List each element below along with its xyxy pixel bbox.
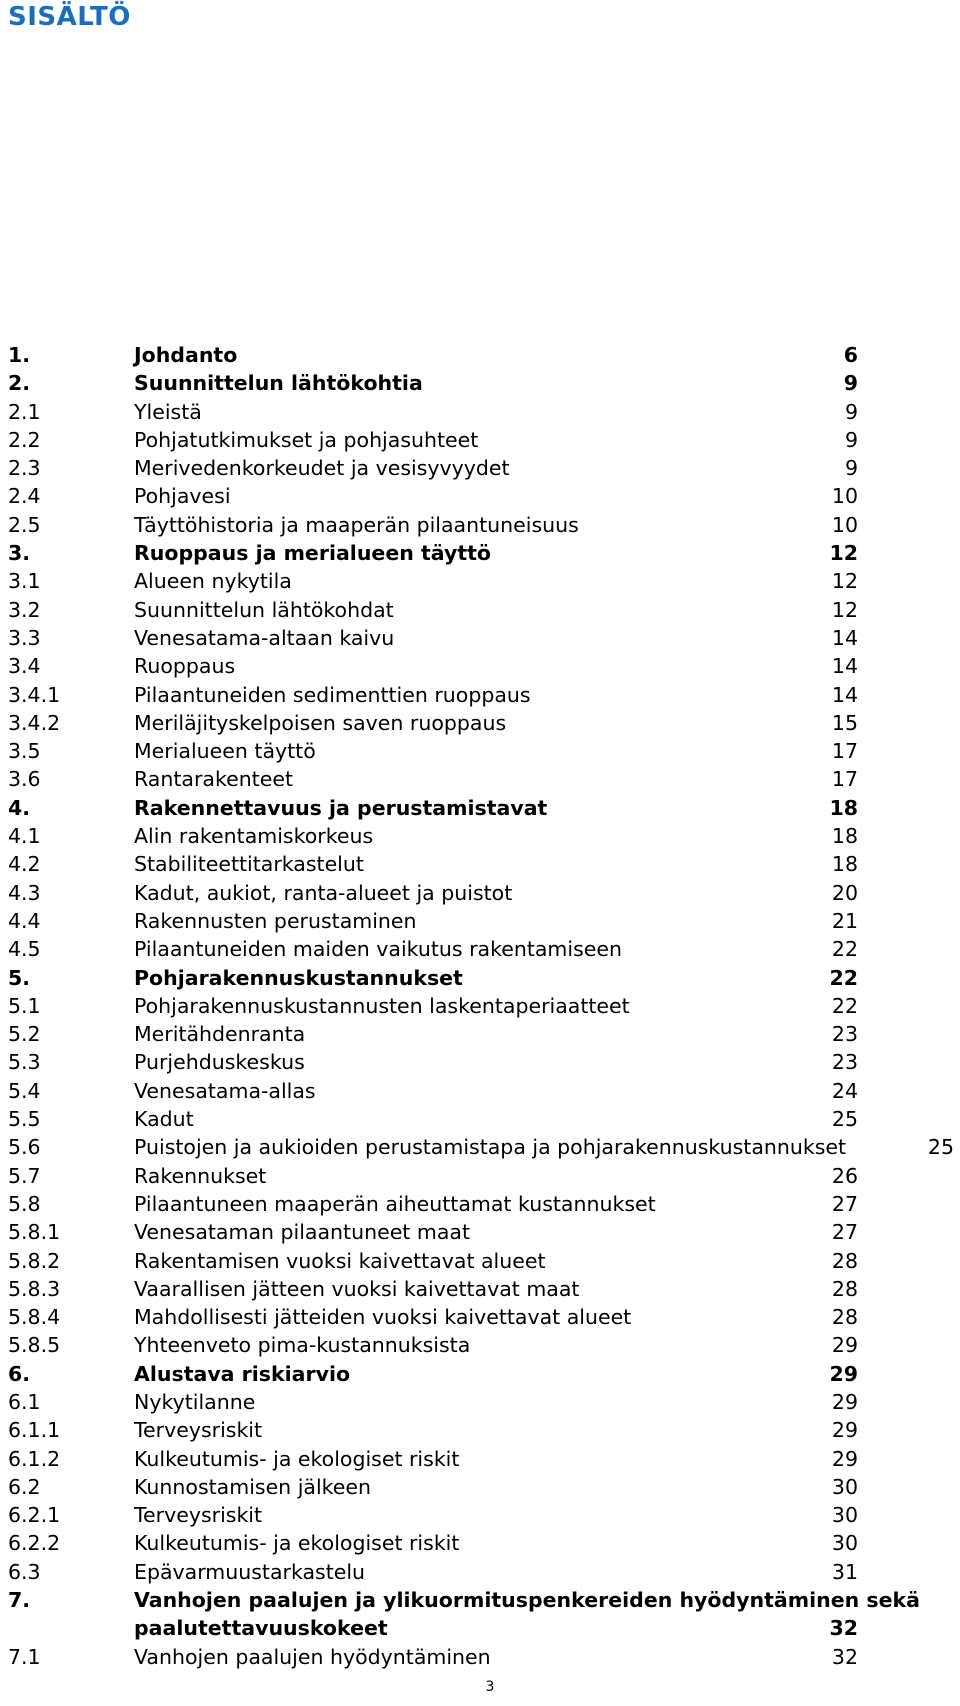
toc-entry-page: 18: [831, 852, 858, 877]
toc-entry-page: 20: [831, 880, 858, 905]
toc-entry-title: Vanhojen paalujen hyödyntäminen: [134, 1644, 491, 1669]
toc-entry-title: Pilaantuneiden maiden vaikutus rakentamiseen: [134, 937, 622, 962]
toc-entry-page: 29: [831, 1333, 858, 1358]
toc-entry-title: Rakennettavuus ja perustamistavat: [134, 795, 548, 820]
toc-entry-page: 30: [831, 1474, 858, 1499]
toc-entry-number: 4.: [8, 795, 31, 820]
toc-entry-title: Täyttöhistoria ja maaperän pilaantuneisuus: [134, 512, 579, 537]
toc-entry: [0, 1331, 960, 1359]
toc-entry-page: 15: [831, 710, 858, 735]
toc-entry-page: 31: [831, 1559, 858, 1584]
toc-entry-page: 32: [829, 1616, 858, 1641]
toc-entry-title: Venesatama-allas: [134, 1078, 316, 1103]
toc-entry-page: 23: [831, 1022, 858, 1047]
toc-entry-title: Terveysriskit: [134, 1503, 263, 1528]
toc-entry: [0, 992, 960, 1020]
toc-entry: [0, 398, 960, 426]
toc-entry: [0, 1247, 960, 1275]
toc-entry-page: 23: [831, 1050, 858, 1075]
toc-entry-page: 22: [831, 993, 858, 1018]
toc-entry-number: 7.: [8, 1588, 31, 1613]
toc-entry: [0, 1162, 960, 1190]
toc-entry-number: 6.2.1: [8, 1503, 61, 1528]
toc-entry-page: 18: [829, 795, 858, 820]
toc-entry-title: Stabiliteettitarkastelut: [134, 852, 364, 877]
toc-entry-number: 5.8.2: [8, 1248, 61, 1273]
page-number: 3: [485, 1679, 495, 1695]
toc-entry: [0, 1190, 960, 1218]
toc-entry-page: 30: [831, 1503, 858, 1528]
toc-entry-number: 2.3: [8, 456, 41, 481]
toc-entry: [0, 567, 960, 595]
toc-entry-number: 3.4.2: [8, 710, 61, 735]
toc-entry-page: 18: [831, 824, 858, 849]
toc-entry-title: Rakentamisen vuoksi kaivettavat alueet: [134, 1248, 546, 1273]
toc-entry-number: 5.4: [8, 1078, 41, 1103]
toc-entry: [0, 794, 960, 822]
toc-entry: [0, 1445, 960, 1473]
toc-entry-page: 26: [831, 1163, 858, 1188]
toc-entry-page: 9: [843, 371, 858, 396]
toc-entry-title: Venesatama-altaan kaivu: [134, 625, 395, 650]
toc-entry: [0, 539, 960, 567]
toc-entry-title: Suunnittelun lähtökohdat: [134, 597, 394, 622]
toc-entry-number: 4.4: [8, 908, 41, 933]
toc-entry-title: Merialueen täyttö: [134, 739, 316, 764]
toc-entry: [0, 1048, 960, 1076]
toc-entry-title: Kulkeutumis- ja ekologiset riskit: [134, 1531, 460, 1556]
toc-entry: [0, 964, 960, 992]
toc-entry-title: Pohjarakennuskustannukset: [134, 965, 463, 990]
toc-entry-title: Nykytilanne: [134, 1389, 256, 1414]
toc-entry: [0, 652, 960, 680]
toc-entry-page: 25: [831, 1107, 858, 1132]
toc-entry-number: 5.8.1: [8, 1220, 61, 1245]
toc-entry-title: Mahdollisesti jätteiden vuoksi kaivettavat alueet: [134, 1305, 632, 1330]
toc-entry-page: 29: [831, 1418, 858, 1443]
toc-entry: [0, 1077, 960, 1105]
toc-entry-page: 14: [831, 682, 858, 707]
toc-entry: [0, 1133, 960, 1161]
toc-entry: [0, 681, 960, 709]
toc-entry-page: 25: [927, 1135, 954, 1160]
toc-entry: [0, 1388, 960, 1416]
toc-entry: [0, 1586, 960, 1614]
toc-entry-title: Puistojen ja aukioiden perustamistapa ja pohjarakennuskustannukset: [134, 1135, 847, 1160]
toc-entry-number: 3.1: [8, 569, 41, 594]
toc-entry-page: 27: [831, 1220, 858, 1245]
toc-entry-page: 9: [844, 456, 858, 481]
toc-entry-page: 22: [831, 937, 858, 962]
toc-entry: [0, 1473, 960, 1501]
toc-entry-number: 4.2: [8, 852, 41, 877]
toc-entry-title: Purjehduskeskus: [134, 1050, 305, 1075]
toc-entry: [0, 1614, 960, 1642]
toc-entry-number: 2.: [8, 371, 31, 396]
toc-entry-page: 27: [831, 1191, 858, 1216]
toc-entry: [0, 737, 960, 765]
toc-entry-title: Suunnittelun lähtökohtia: [134, 371, 423, 396]
toc-entry-page: 28: [831, 1305, 858, 1330]
toc-entry-title: Ruoppaus: [134, 654, 236, 679]
toc-entry-page: 21: [831, 908, 858, 933]
toc-entry: [0, 1558, 960, 1586]
toc-entry-title: Rakennusten perustaminen: [134, 908, 417, 933]
toc-entry-title: Meritähdenranta: [134, 1022, 306, 1047]
toc-entry-number: 6.1: [8, 1389, 41, 1414]
toc-entry: [0, 1020, 960, 1048]
toc-entry-title: Epävarmuustarkastelu: [134, 1559, 366, 1584]
toc-entry-page: 28: [831, 1248, 858, 1273]
toc-entry-page: 14: [831, 625, 858, 650]
toc-entry: [0, 426, 960, 454]
toc-entry-page: 22: [829, 965, 858, 990]
toc-entry-number: 5.3: [8, 1050, 41, 1075]
toc-entry-page: 9: [844, 427, 858, 452]
toc-entry-number: 5.1: [8, 993, 41, 1018]
toc-entry: [0, 765, 960, 793]
toc-entry: [0, 822, 960, 850]
toc-entry-number: 3.: [8, 541, 31, 566]
toc-entry: [0, 1501, 960, 1529]
toc-entry-title: Pilaantuneen maaperän aiheuttamat kustannukset: [134, 1191, 656, 1216]
toc-entry-page: 14: [831, 654, 858, 679]
toc-entry-number: 7.1: [8, 1644, 41, 1669]
toc-entry-page: 6: [843, 343, 858, 367]
toc-entry: [0, 1643, 960, 1671]
toc-entry-number: 2.4: [8, 484, 41, 509]
toc-entry-title: Kulkeutumis- ja ekologiset riskit: [134, 1446, 460, 1471]
toc-entry-number: 3.6: [8, 767, 41, 792]
toc-entry-page: 29: [829, 1361, 858, 1386]
toc-entry-page: 12: [831, 569, 858, 594]
toc-entry: [0, 1303, 960, 1331]
toc-entry-number: 4.5: [8, 937, 41, 962]
toc-entry-title: Rantarakenteet: [134, 767, 293, 792]
toc-entry-title: Kadut: [134, 1107, 194, 1132]
toc-entry-number: 5.8.3: [8, 1276, 61, 1301]
toc-entry-title: Yleistä: [134, 399, 202, 424]
toc-entry-number: 6.3: [8, 1559, 41, 1584]
toc-entry-page: 10: [831, 484, 858, 509]
toc-entry-number: 3.4.1: [8, 682, 61, 707]
toc-entry-number: 5.8.5: [8, 1333, 61, 1358]
toc-entry: [0, 1105, 960, 1133]
toc-entry-number: 3.3: [8, 625, 41, 650]
toc-entry-page: 30: [831, 1531, 858, 1556]
toc-entry-title: Alueen nykytila: [134, 569, 292, 594]
toc-entry-title: Venesataman pilaantuneet maat: [134, 1220, 470, 1245]
toc-entry-title: Kunnostamisen jälkeen: [134, 1474, 372, 1499]
toc-entry-title: paalutettavuuskokeet: [134, 1616, 388, 1641]
toc-entry: [0, 709, 960, 737]
toc-entry-number: 5.2: [8, 1022, 41, 1047]
toc-entry-page: 17: [831, 767, 858, 792]
toc-entry-number: 5.8: [8, 1191, 41, 1216]
toc-entry-title: Kadut, aukiot, ranta-alueet ja puistot: [134, 880, 513, 905]
toc-entry-number: 3.2: [8, 597, 41, 622]
toc-entry-number: 1.: [8, 343, 31, 367]
toc-entry-title: Pilaantuneiden sedimenttien ruoppaus: [134, 682, 531, 707]
toc-entry-number: 2.1: [8, 399, 41, 424]
toc-entry: [0, 482, 960, 510]
toc-entry-title: Yhteenveto pima-kustannuksista: [134, 1333, 471, 1358]
toc-entry-page: 17: [831, 739, 858, 764]
toc-entry-page: 29: [831, 1389, 858, 1414]
toc-entry: [0, 1218, 960, 1246]
toc-entry-number: 6.1.2: [8, 1446, 61, 1471]
toc-entry-title: Vanhojen paalujen ja ylikuormituspenkereiden hyödyntäminen sekä: [134, 1588, 920, 1613]
toc-entry-number: 6.2: [8, 1474, 41, 1499]
toc-entry: [0, 1360, 960, 1388]
toc-entry: [0, 596, 960, 624]
toc-entry-number: 5.8.4: [8, 1305, 61, 1330]
toc-entry-title: Meriläjityskelpoisen saven ruoppaus: [134, 710, 507, 735]
toc-entry-number: 5.5: [8, 1107, 41, 1132]
toc-entry: [0, 1529, 960, 1557]
toc-entry-number: 6.2.2: [8, 1531, 61, 1556]
toc-entry-page: 28: [831, 1276, 858, 1301]
toc-entry-number: 4.3: [8, 880, 41, 905]
toc-entry-page: 12: [829, 541, 858, 566]
toc-entry-page: 29: [831, 1446, 858, 1471]
toc-entry-title: Alustava riskiarvio: [134, 1361, 351, 1386]
toc-entry-number: 2.5: [8, 512, 41, 537]
toc-entry-title: Alin rakentamiskorkeus: [134, 824, 374, 849]
toc-entry-title: Pohjavesi: [134, 484, 231, 509]
toc-entry: [0, 341, 960, 369]
toc-entry-number: 6.: [8, 1361, 31, 1386]
toc-entry-number: 3.4: [8, 654, 41, 679]
toc-entry: [0, 935, 960, 963]
toc-entry: [0, 1416, 960, 1444]
toc-entry-number: 4.1: [8, 824, 41, 849]
toc-entry-page: 10: [831, 512, 858, 537]
page-title: SISÄLTÖ: [8, 2, 131, 32]
toc-entry: [0, 454, 960, 482]
toc-entry-number: 6.1.1: [8, 1418, 61, 1443]
toc-entry-number: 5.6: [8, 1135, 41, 1160]
toc-entry: [0, 1275, 960, 1303]
toc-entry-number: 2.2: [8, 427, 41, 452]
toc-entry: [0, 907, 960, 935]
table-of-contents: [0, 341, 960, 1671]
toc-entry-page: 24: [831, 1078, 858, 1103]
toc-entry-number: 5.: [8, 965, 31, 990]
toc-entry-page: 9: [844, 399, 858, 424]
toc-entry-number: 5.7: [8, 1163, 41, 1188]
toc-entry: [0, 511, 960, 539]
toc-entry: [0, 879, 960, 907]
toc-entry-title: Vaarallisen jätteen vuoksi kaivettavat maat: [134, 1276, 580, 1301]
toc-entry-title: Ruoppaus ja merialueen täyttö: [134, 541, 492, 566]
toc-entry-title: Rakennukset: [134, 1163, 267, 1188]
toc-entry-title: Johdanto: [134, 343, 238, 367]
toc-entry-title: Pohjatutkimukset ja pohjasuhteet: [134, 427, 479, 452]
toc-entry-title: Merivedenkorkeudet ja vesisyvyydet: [134, 456, 510, 481]
toc-entry: [0, 624, 960, 652]
toc-entry-title: Terveysriskit: [134, 1418, 263, 1443]
toc-entry: [0, 850, 960, 878]
toc-entry-page: 12: [831, 597, 858, 622]
toc-entry: [0, 369, 960, 397]
toc-entry-title: Pohjarakennuskustannusten laskentaperiaatteet: [134, 993, 630, 1018]
toc-entry-page: 32: [831, 1644, 858, 1669]
toc-entry-number: 3.5: [8, 739, 41, 764]
